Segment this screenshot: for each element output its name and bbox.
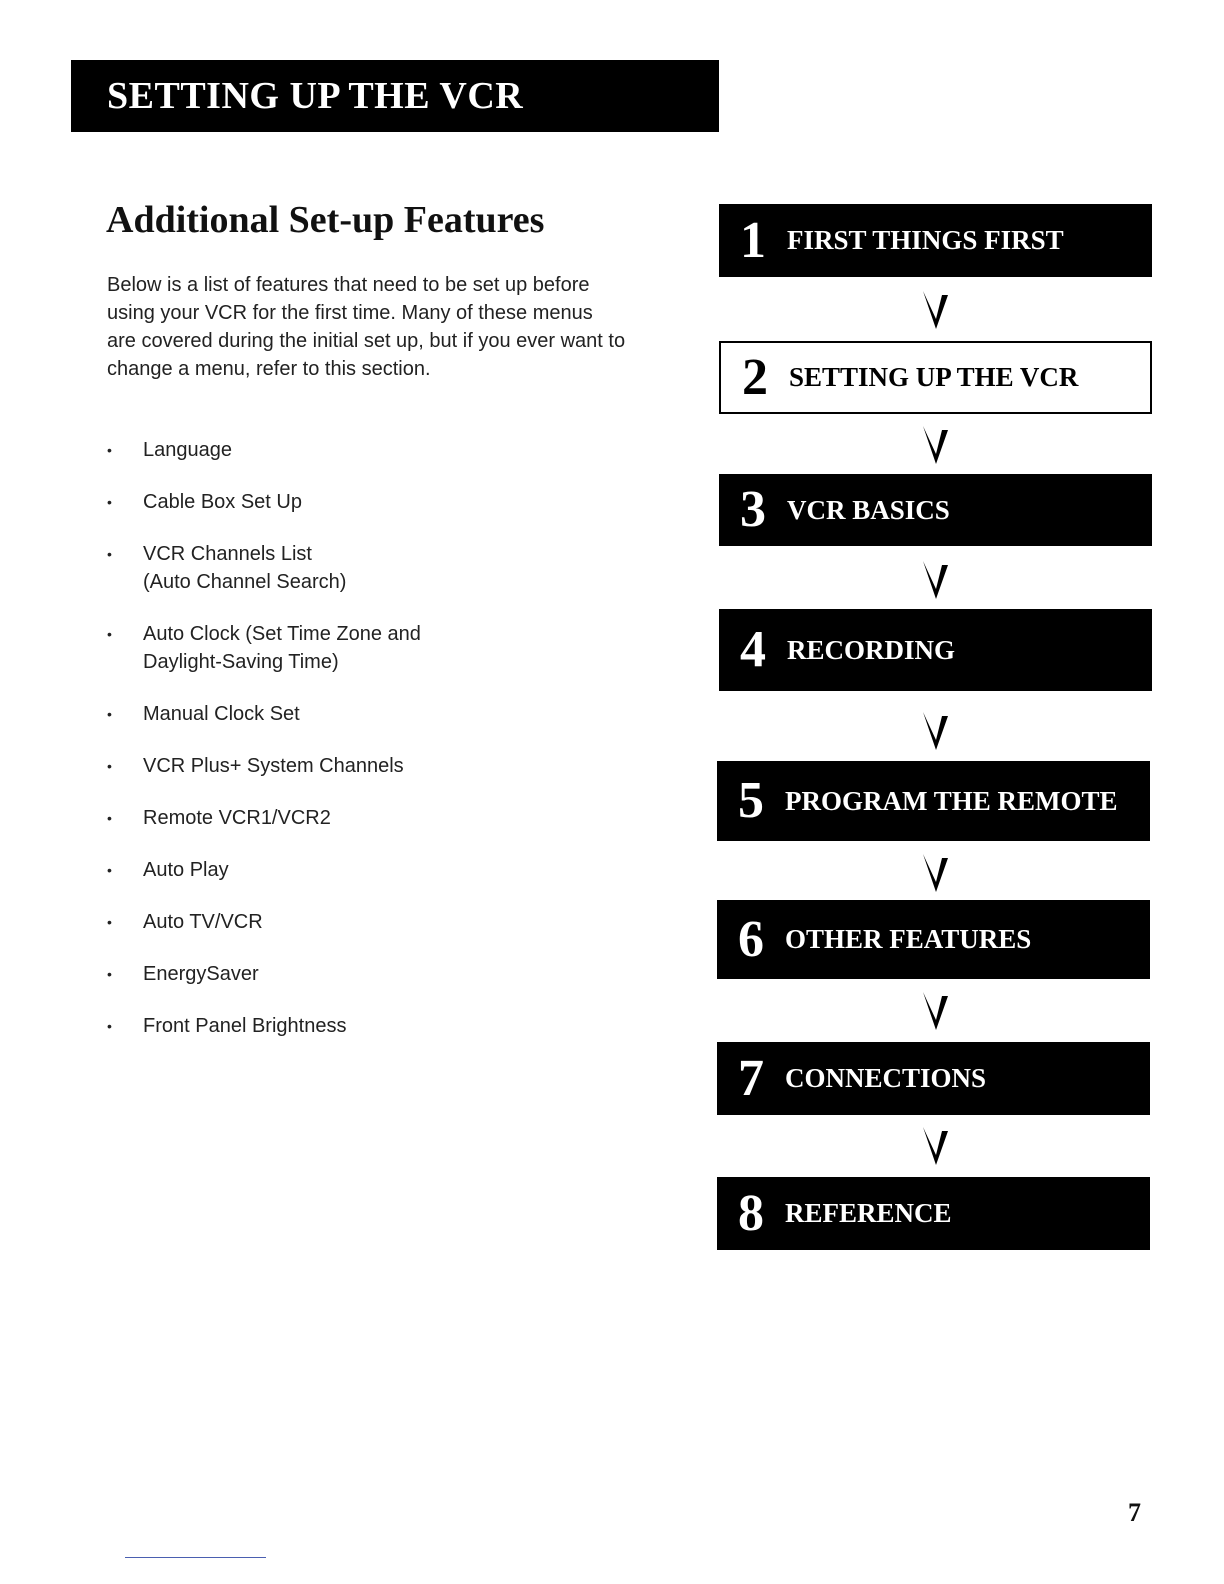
section-heading: Additional Set-up Features <box>106 199 545 241</box>
feature-label: Cable Box Set Up <box>143 491 302 513</box>
bullet-icon: • <box>107 914 112 930</box>
down-arrow-icon <box>922 1125 950 1167</box>
feature-label: Remote VCR1/VCR2 <box>143 807 331 829</box>
header-title: SETTING UP THE VCR <box>107 75 524 117</box>
bullet-icon: • <box>107 706 112 722</box>
feature-list <box>107 436 627 1064</box>
chapter-4-recording[interactable] <box>719 609 1152 691</box>
list-item <box>107 856 627 884</box>
feature-label: VCR Channels List <box>143 543 312 565</box>
bullet-icon: • <box>107 442 112 458</box>
chapter-number: 2 <box>742 348 768 406</box>
feature-label: Manual Clock Set <box>143 703 300 725</box>
chapter-6-other-features[interactable] <box>717 900 1150 979</box>
feature-label: EnergySaver <box>143 963 259 985</box>
list-item <box>107 960 627 988</box>
down-arrow-icon <box>922 559 950 601</box>
feature-label: VCR Plus+ System Channels <box>143 755 404 777</box>
list-item <box>107 752 627 780</box>
chapter-title: SETTING UP THE VCR <box>789 362 1079 392</box>
bullet-icon: • <box>107 810 112 826</box>
chapter-5-program-the-remote[interactable] <box>717 761 1150 841</box>
feature-label: Front Panel Brightness <box>143 1015 347 1037</box>
chapter-title: VCR BASICS <box>787 494 950 525</box>
chapter-number: 3 <box>740 481 766 538</box>
down-arrow-icon <box>922 424 950 466</box>
bullet-icon: • <box>107 966 112 982</box>
chapter-title: FIRST THINGS FIRST <box>787 225 1064 255</box>
bottom-rule <box>125 1557 266 1558</box>
header-bar <box>71 60 719 132</box>
chapter-title: OTHER FEATURES <box>785 924 1032 954</box>
list-item <box>107 1012 627 1040</box>
chapter-2-setting-up-the-vcr[interactable] <box>719 341 1152 414</box>
chapter-title: RECORDING <box>787 634 956 665</box>
list-item <box>107 804 627 832</box>
bullet-icon: • <box>107 758 112 774</box>
down-arrow-icon <box>922 289 950 331</box>
chapter-7-connections[interactable] <box>717 1042 1150 1115</box>
bullet-icon: • <box>107 546 112 562</box>
list-item <box>107 436 627 464</box>
chapter-title: PROGRAM THE REMOTE <box>785 785 1118 816</box>
chapter-number: 7 <box>738 1049 764 1107</box>
bullet-icon: • <box>107 494 112 510</box>
list-item <box>107 540 627 596</box>
down-arrow-icon <box>922 852 950 894</box>
chapter-3-vcr-basics[interactable] <box>719 474 1152 546</box>
list-item <box>107 620 627 676</box>
feature-label: Auto TV/VCR <box>143 911 263 933</box>
bullet-icon: • <box>107 862 112 878</box>
chapter-title: CONNECTIONS <box>785 1063 987 1093</box>
chapter-number: 6 <box>738 910 764 968</box>
bullet-icon: • <box>107 626 112 642</box>
chapter-number: 5 <box>738 772 764 829</box>
chapter-title: REFERENCE <box>785 1198 952 1228</box>
list-item <box>107 908 627 936</box>
chapter-number: 4 <box>740 621 766 678</box>
intro-paragraph: Below is a list of features that need to be set up before using your VCR for the first time. Many of these menus are covered during the initial set up, but if you ever want to change a menu, refer to this section. <box>107 274 626 380</box>
page-number: 7 <box>1128 1498 1141 1527</box>
list-item <box>107 700 627 728</box>
chapter-number: 8 <box>738 1184 764 1242</box>
down-arrow-icon <box>922 990 950 1032</box>
list-item <box>107 488 627 516</box>
feature-sublabel: (Auto Channel Search) <box>143 571 347 593</box>
chapter-1-first-things-first[interactable] <box>719 204 1152 277</box>
feature-sublabel: Daylight-Saving Time) <box>143 651 339 673</box>
feature-label: Auto Clock (Set Time Zone and <box>143 623 421 645</box>
down-arrow-icon <box>922 710 950 752</box>
feature-label: Language <box>143 439 232 461</box>
feature-label: Auto Play <box>143 859 229 881</box>
chapter-8-reference[interactable] <box>717 1177 1150 1250</box>
chapter-number: 1 <box>740 211 766 269</box>
bullet-icon: • <box>107 1018 112 1034</box>
